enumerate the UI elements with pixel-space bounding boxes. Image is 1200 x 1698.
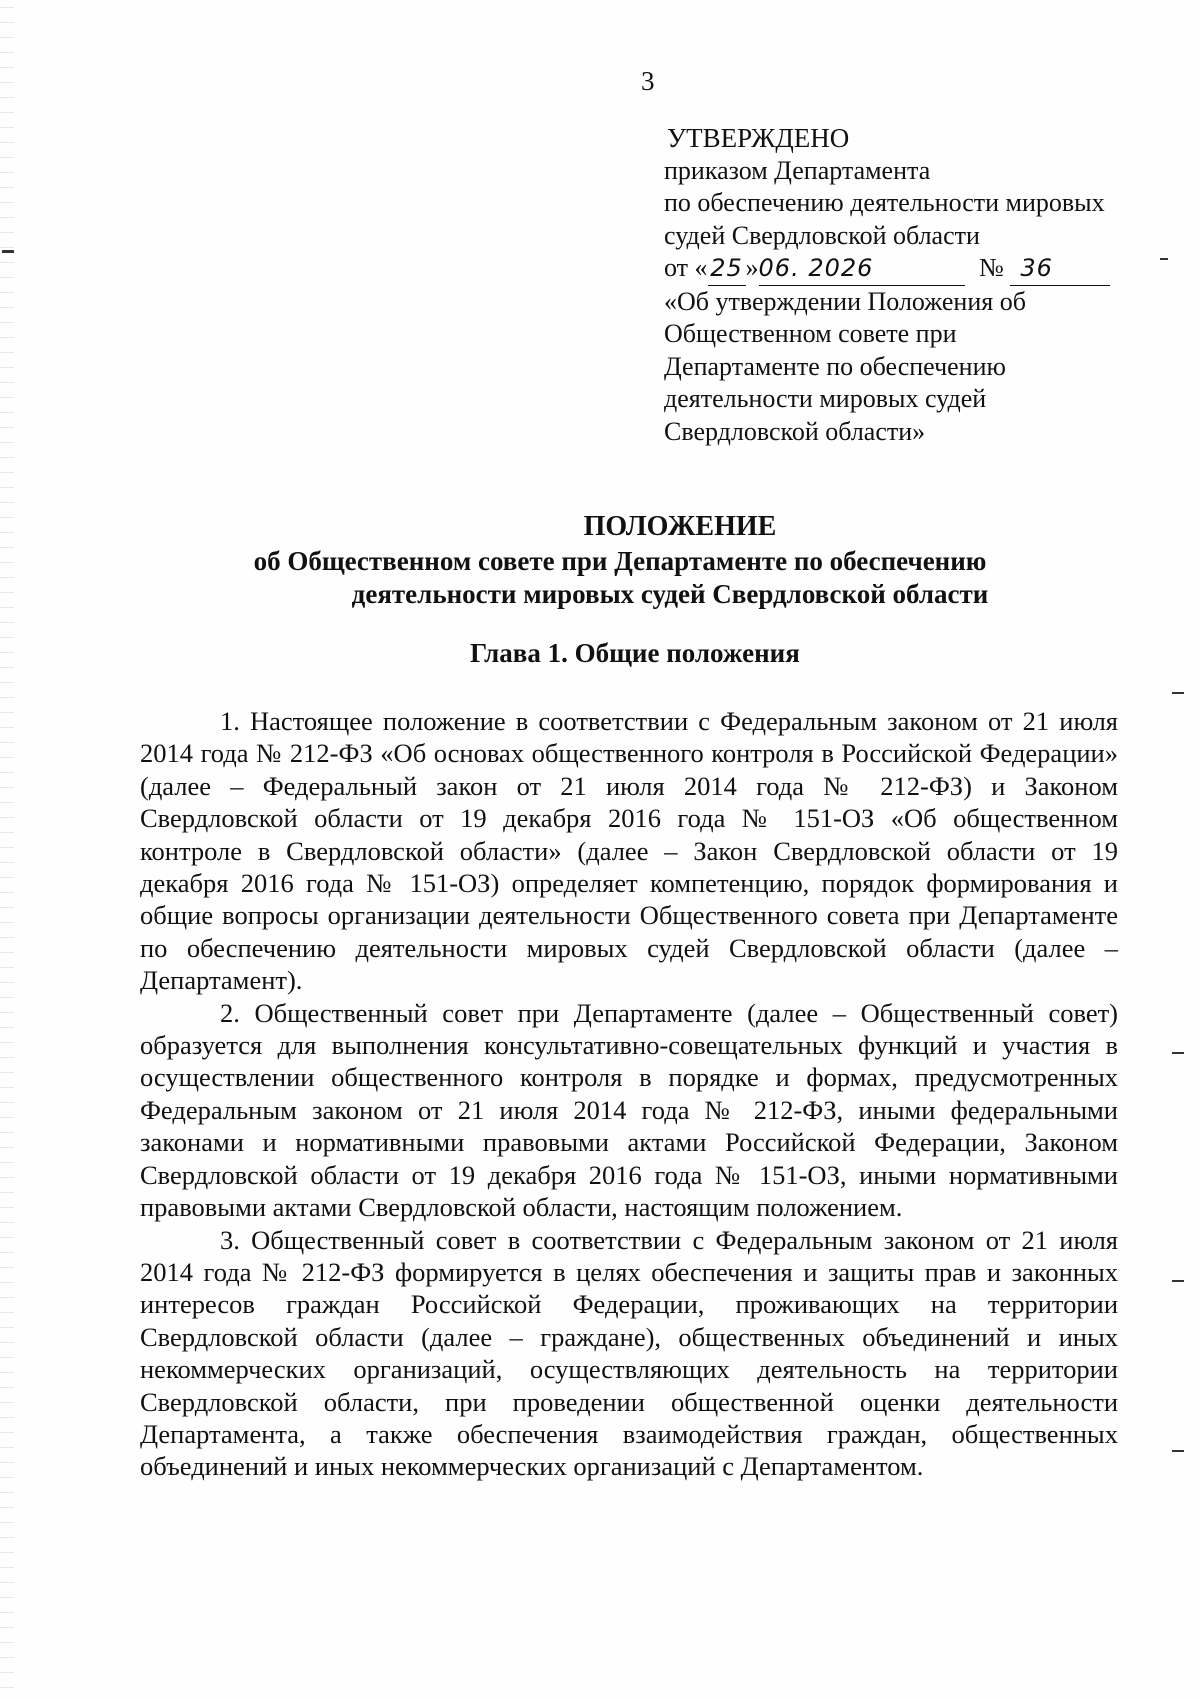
scan-mark (1172, 1052, 1184, 1054)
date-month-year-handwritten: 06. 2026 (759, 252, 965, 286)
scan-mark (2, 250, 14, 253)
document-subtitle-line2: деятельности мировых судей Свердловской области (351, 579, 989, 609)
approval-subject-line: деятельности мировых судей (664, 384, 987, 413)
document-subtitle-line1: об Общественном совете при Департаменте по обеспечению (253, 546, 987, 576)
approval-subject-line: Департаменте по обеспечению (664, 351, 1006, 381)
approval-line: судей Свердловской области (664, 220, 980, 250)
scan-edge-artifact (0, 0, 14, 1698)
scan-mark (1172, 692, 1184, 694)
scan-mark (1160, 258, 1168, 260)
date-day-handwritten: 25 (708, 252, 746, 286)
approval-stamp-block (664, 122, 1144, 448)
approval-line: приказом Департамента (664, 155, 931, 185)
date-prefix: от « (664, 253, 708, 282)
scan-mark (1172, 1280, 1184, 1282)
approval-subject-line: Свердловской области» (664, 416, 926, 446)
approval-subject-line: «Об утверждении Положения об (664, 286, 1026, 316)
approval-line: по обеспечению деятельности мировых (664, 188, 1105, 217)
approval-heading: УТВЕРЖДЕНО (667, 123, 850, 153)
scan-mark (1172, 1450, 1184, 1452)
page-number: 3 (641, 66, 655, 96)
paragraph: 3. Общественный совет в соответствии с Федеральным законом от 21 июля 2014 года № 212-ФЗ формируется в целях обеспечения и защиты прав и законных интересов граждан Российской Федерации, проживающих на территории Свердловской области (далее – граждане), общественных объединений и иных некоммерческих организаций, осуществляющих деятельность на территории Свердловской области, при проведении общественной оценки деятельности Департамента, а также обеспечения взаимодействия граждан, общественных объединений и иных некоммерческих организаций с Департаментом. (140, 1224, 1118, 1482)
approval-date-line (664, 252, 1144, 286)
paragraph: 2. Общественный совет при Департаменте (далее – Общественный совет) образуется для выполнения консультативно-совещательных функций и участия в осуществлении общественного контроля в порядке и формах, предусмотренных Федеральным законом от 21 июля 2014 года № 212-ФЗ, иными федеральными законами и нормативными правовыми актами Российской Федерации, Законом Свердловской области от 19 декабря 2016 года № 151-ОЗ, иными нормативными правовыми актами Свердловской области, настоящим положением. (140, 997, 1118, 1223)
document-body (140, 705, 1118, 1483)
chapter-heading: Глава 1. Общие положения (470, 638, 800, 668)
document-number-handwritten: 36 (1010, 252, 1110, 286)
approval-subject-line: Общественном совете при (664, 319, 957, 348)
number-sign: № (979, 253, 1004, 282)
date-mid: » (745, 253, 759, 282)
document-title: ПОЛОЖЕНИЕ (583, 511, 777, 542)
paragraph: 1. Настоящее положение в соответствии с Федеральным законом от 21 июля 2014 года № 212-ФЗ «Об основах общественного контроля в Российской Федерации» (далее – Федеральный закон от 21 июля 2014 года № 212-ФЗ) и Законом Свердловской области от 19 декабря 2016 года № 151-ОЗ «Об общественном контроле в Свердловской области» (далее – Закон Свердловской области от 19 декабря 2016 года № 151-ОЗ) определяет компетенцию, порядок формирования и общие вопросы организации деятельности Общественного совета при Департаменте по обеспечению деятельности мировых судей Свердловской области (далее – Департамент). (140, 706, 1118, 996)
